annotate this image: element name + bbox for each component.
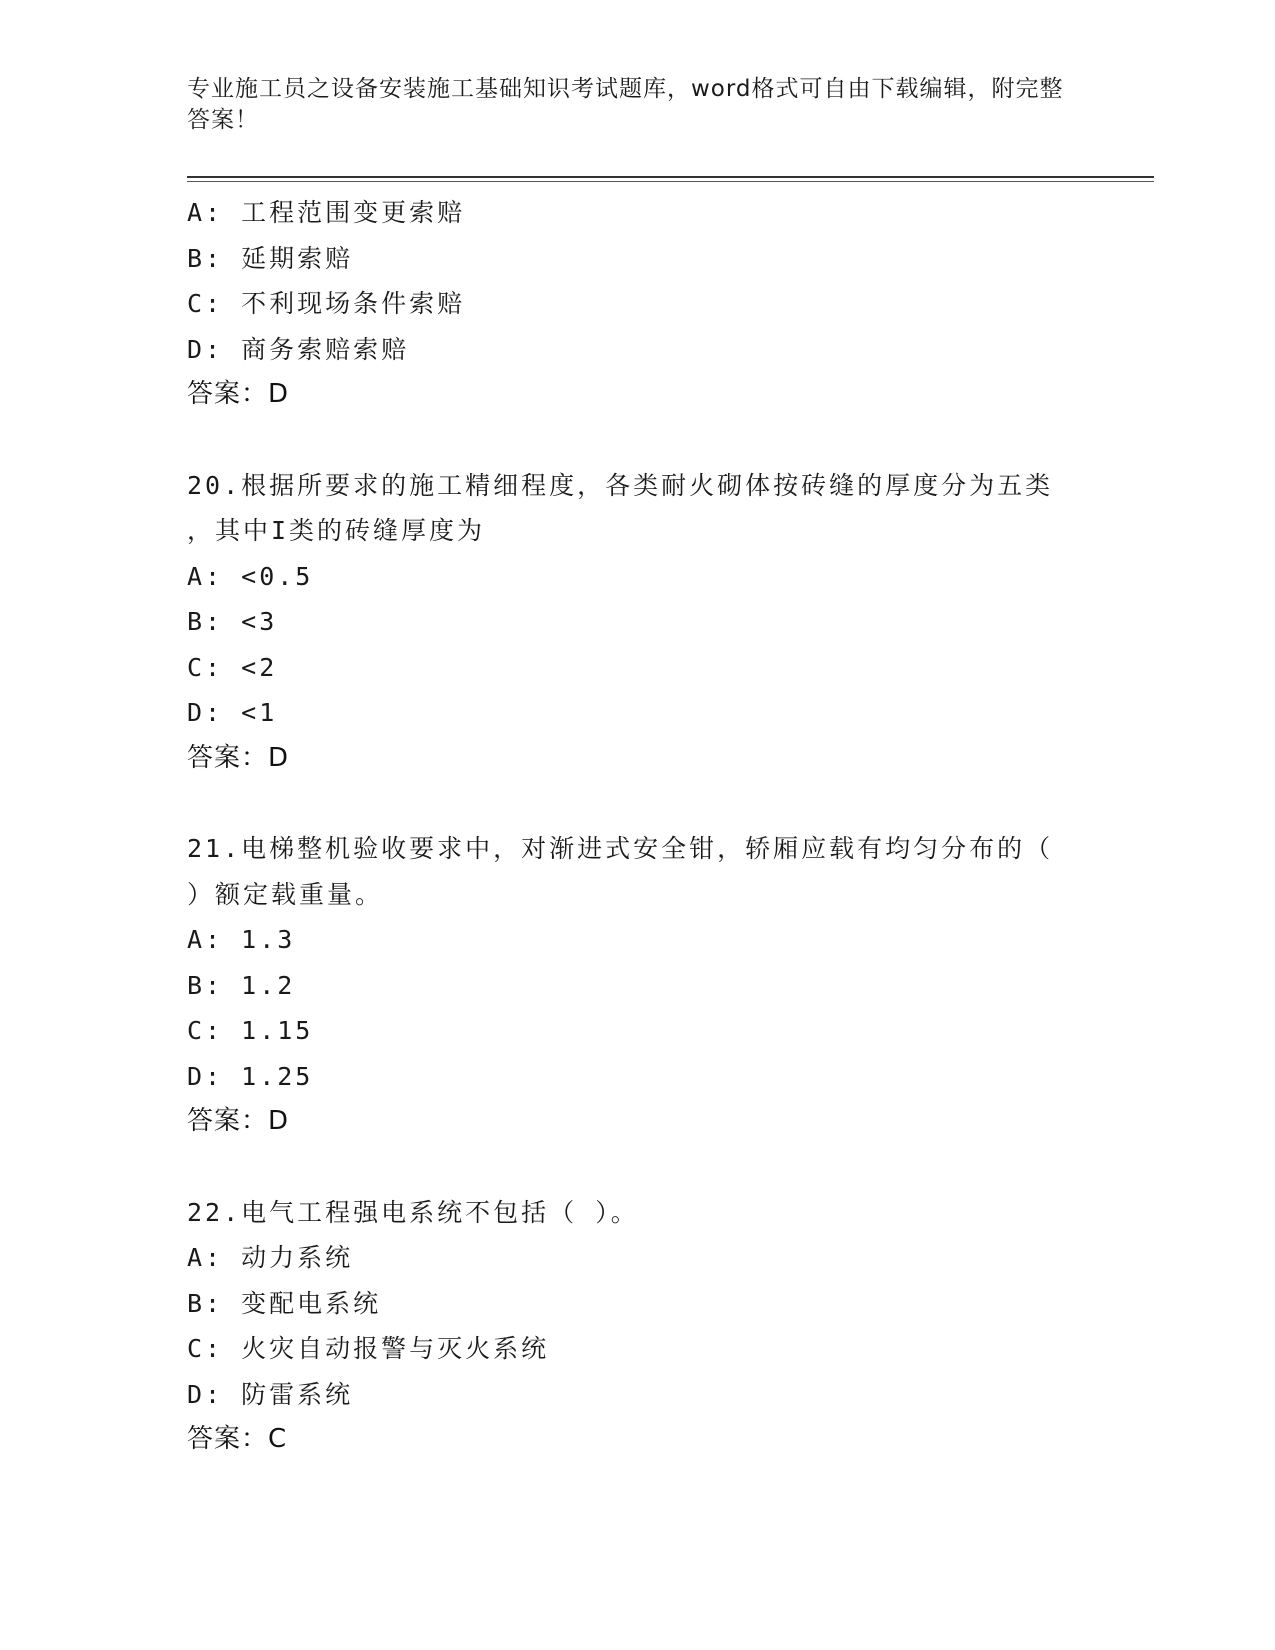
header-divider-thick	[187, 176, 1154, 178]
question-text-line-1: 20.根据所要求的施工精细程度，各类耐火砌体按砖缝的厚度分为五类	[187, 470, 1054, 500]
question-list	[187, 190, 1087, 1463]
option-a: A: <0.5	[187, 561, 314, 591]
question-block-22	[187, 1190, 1087, 1463]
option-b: B: 1.2	[187, 970, 296, 1000]
document-header: 专业施工员之设备安装施工基础知识考试题库，word格式可自由下载编辑，附完整答案！	[187, 76, 1064, 133]
option-b: B: <3	[187, 607, 278, 636]
option-c: C: 不利现场条件索赔	[187, 289, 466, 318]
option-a: A: 工程范围变更索赔	[187, 198, 466, 227]
option-d: D: 1.25	[187, 1061, 314, 1091]
question-block-21	[187, 826, 1087, 1145]
answer-line: 答案：C	[187, 1424, 288, 1454]
answer-line: 答案：D	[187, 1106, 290, 1136]
option-d: D: 防雷系统	[187, 1379, 354, 1409]
option-c: C: 1.15	[187, 1016, 314, 1045]
option-a: A: 1.3	[187, 925, 296, 954]
question-block-19	[187, 190, 1087, 418]
option-a: A: 动力系统	[187, 1243, 354, 1272]
option-d: D: 商务索赔索赔	[187, 334, 410, 364]
question-text-line-1: 21.电梯整机验收要求中，对渐进式安全钳，轿厢应载有均匀分布的（	[187, 834, 1054, 863]
option-c: C: <2	[187, 652, 278, 682]
option-b: B: 变配电系统	[187, 1288, 382, 1318]
question-block-20	[187, 463, 1087, 782]
option-d: D: <1	[187, 698, 278, 727]
answer-line: 答案：D	[187, 742, 290, 773]
answer-line: 答案：D	[187, 379, 290, 409]
question-text-line-2: ，其中I类的砖缝厚度为	[187, 516, 486, 545]
option-b: B: 延期索赔	[187, 243, 354, 273]
option-c: C: 火灾自动报警与灭火系统	[187, 1334, 550, 1363]
question-text-line-2: ）额定载重量。	[187, 879, 384, 909]
question-text-line-1: 22.电气工程强电系统不包括（ ）。	[187, 1197, 639, 1227]
header-divider-thin	[187, 181, 1154, 182]
